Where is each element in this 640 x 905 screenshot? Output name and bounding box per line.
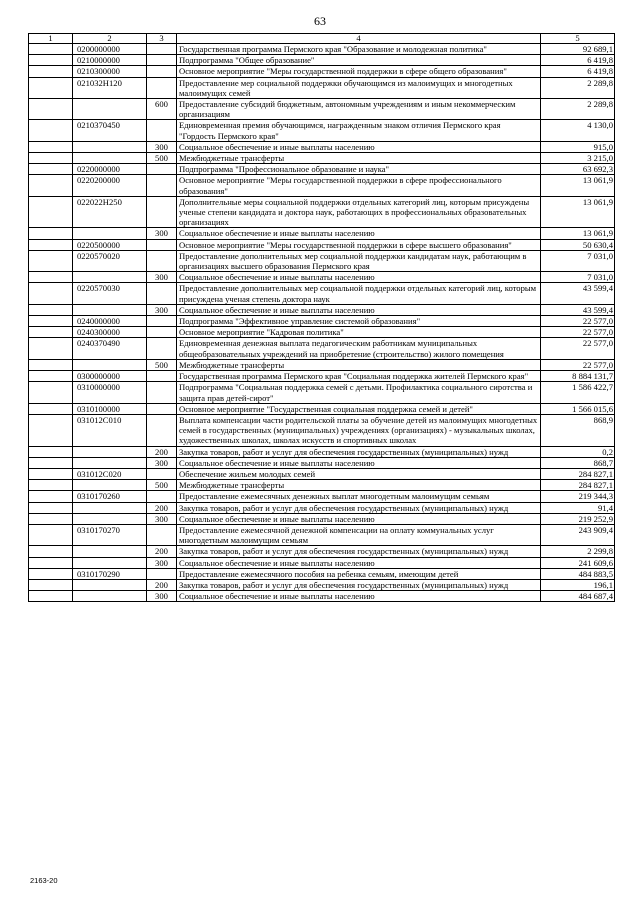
expense-type-cell xyxy=(147,338,177,359)
expense-type-cell: 300 xyxy=(147,513,177,524)
table-row xyxy=(29,414,615,446)
amount-cell: 13 061,9 xyxy=(541,228,615,239)
expense-type-cell: 300 xyxy=(147,304,177,315)
table-row xyxy=(29,44,615,55)
description-cell: Основное мероприятие "Меры государственной поддержки в сфере общего образования" xyxy=(177,66,541,77)
section-cell xyxy=(29,250,73,271)
description-cell: Единовременная денежная выплата педагогическим работникам муниципальных общеобразовательных учреждений на приобретение (строительство) жилого помещения xyxy=(177,338,541,359)
column-header: 2 xyxy=(73,34,147,44)
expense-type-cell: 600 xyxy=(147,99,177,120)
expense-type-cell xyxy=(147,414,177,446)
table-row xyxy=(29,568,615,579)
table-row xyxy=(29,99,615,120)
target-article-cell: 0210300000 xyxy=(73,66,147,77)
table-row xyxy=(29,513,615,524)
target-article-cell xyxy=(73,502,147,513)
table-row xyxy=(29,446,615,457)
expense-type-cell xyxy=(147,403,177,414)
section-cell xyxy=(29,99,73,120)
target-article-cell: 0220570020 xyxy=(73,250,147,271)
section-cell xyxy=(29,283,73,304)
expense-type-cell: 200 xyxy=(147,446,177,457)
description-cell: Предоставление дополнительных мер социальной поддержки кандидатам наук, работающим в организациях высшего образования Пермского края xyxy=(177,250,541,271)
expense-type-cell xyxy=(147,491,177,502)
amount-cell: 8 884 131,7 xyxy=(541,371,615,382)
amount-cell: 0,2 xyxy=(541,446,615,457)
table-row xyxy=(29,283,615,304)
description-cell: Социальное обеспечение и иные выплаты населению xyxy=(177,141,541,152)
description-cell: Социальное обеспечение и иные выплаты населению xyxy=(177,228,541,239)
target-article-cell: 0240000000 xyxy=(73,316,147,327)
expense-type-cell xyxy=(147,44,177,55)
expense-type-cell xyxy=(147,568,177,579)
description-cell: Единовременная премия обучающимся, награжденным знаком отличия Пермского края "Гордость Пермского края" xyxy=(177,120,541,141)
section-cell xyxy=(29,55,73,66)
amount-cell: 196,1 xyxy=(541,579,615,590)
table-row xyxy=(29,327,615,338)
section-cell xyxy=(29,457,73,468)
description-cell: Основное мероприятие "Меры государственной поддержки в сфере профессионального образования" xyxy=(177,175,541,196)
table-row xyxy=(29,546,615,557)
target-article-cell xyxy=(73,141,147,152)
expense-type-cell: 200 xyxy=(147,579,177,590)
section-cell xyxy=(29,66,73,77)
expense-type-cell xyxy=(147,468,177,479)
table-row xyxy=(29,55,615,66)
target-article-cell: 0310170290 xyxy=(73,568,147,579)
amount-cell: 2 289,8 xyxy=(541,77,615,98)
target-article-cell: 0200000000 xyxy=(73,44,147,55)
table-row xyxy=(29,468,615,479)
description-cell: Социальное обеспечение и иные выплаты населению xyxy=(177,272,541,283)
expense-type-cell xyxy=(147,283,177,304)
expense-type-cell xyxy=(147,55,177,66)
description-cell: Основное мероприятие "Кадровая политика" xyxy=(177,327,541,338)
amount-cell: 22 577,0 xyxy=(541,359,615,370)
section-cell xyxy=(29,480,73,491)
target-article-cell: 0220500000 xyxy=(73,239,147,250)
expense-type-cell xyxy=(147,239,177,250)
amount-cell: 91,4 xyxy=(541,502,615,513)
table-row xyxy=(29,164,615,175)
description-cell: Предоставление ежемесячной денежной компенсации на оплату коммунальных услуг многодетным малоимущим семьям xyxy=(177,524,541,545)
amount-cell: 1 566 015,6 xyxy=(541,403,615,414)
amount-cell: 484 687,4 xyxy=(541,591,615,602)
section-cell xyxy=(29,382,73,403)
amount-cell: 6 419,8 xyxy=(541,66,615,77)
description-cell: Закупка товаров, работ и услуг для обеспечения государственных (муниципальных) нужд xyxy=(177,546,541,557)
description-cell: Предоставление субсидий бюджетным, автономным учреждениям и иным некоммерческим организациям xyxy=(177,99,541,120)
table-row xyxy=(29,153,615,164)
header-row xyxy=(29,34,615,44)
expense-type-cell xyxy=(147,382,177,403)
table-row xyxy=(29,524,615,545)
amount-cell: 6 419,8 xyxy=(541,55,615,66)
section-cell xyxy=(29,546,73,557)
expense-type-cell: 500 xyxy=(147,480,177,491)
amount-cell: 241 609,6 xyxy=(541,557,615,568)
expense-type-cell xyxy=(147,175,177,196)
column-header: 3 xyxy=(147,34,177,44)
expense-type-cell xyxy=(147,164,177,175)
section-cell xyxy=(29,359,73,370)
section-cell xyxy=(29,371,73,382)
section-cell xyxy=(29,513,73,524)
amount-cell: 484 883,5 xyxy=(541,568,615,579)
section-cell xyxy=(29,316,73,327)
table-row xyxy=(29,77,615,98)
target-article-cell: 0210000000 xyxy=(73,55,147,66)
section-cell xyxy=(29,141,73,152)
table-row xyxy=(29,272,615,283)
amount-cell: 7 031,0 xyxy=(541,250,615,271)
section-cell xyxy=(29,403,73,414)
table-row xyxy=(29,359,615,370)
expense-type-cell xyxy=(147,77,177,98)
table-row xyxy=(29,502,615,513)
target-article-cell xyxy=(73,272,147,283)
table-row xyxy=(29,480,615,491)
column-header: 1 xyxy=(29,34,73,44)
target-article-cell xyxy=(73,446,147,457)
amount-cell: 284 827,1 xyxy=(541,468,615,479)
description-cell: Межбюджетные трансферты xyxy=(177,153,541,164)
amount-cell: 915,0 xyxy=(541,141,615,152)
amount-cell: 4 130,0 xyxy=(541,120,615,141)
amount-cell: 3 215,0 xyxy=(541,153,615,164)
amount-cell: 868,7 xyxy=(541,457,615,468)
description-cell: Государственная программа Пермского края "Образование и молодежная политика" xyxy=(177,44,541,55)
amount-cell: 284 827,1 xyxy=(541,480,615,491)
target-article-cell: 022022Н250 xyxy=(73,196,147,228)
section-cell xyxy=(29,272,73,283)
table-row xyxy=(29,557,615,568)
table-body xyxy=(29,44,615,602)
expense-type-cell: 300 xyxy=(147,228,177,239)
target-article-cell xyxy=(73,153,147,164)
target-article-cell: 031012С010 xyxy=(73,414,147,446)
expense-type-cell xyxy=(147,120,177,141)
amount-cell: 50 630,4 xyxy=(541,239,615,250)
amount-cell: 2 299,8 xyxy=(541,546,615,557)
target-article-cell xyxy=(73,480,147,491)
target-article-cell xyxy=(73,546,147,557)
section-cell xyxy=(29,568,73,579)
description-cell: Социальное обеспечение и иные выплаты населению xyxy=(177,457,541,468)
description-cell: Предоставление ежемесячных денежных выплат многодетным малоимущим семьям xyxy=(177,491,541,502)
expense-type-cell: 500 xyxy=(147,153,177,164)
section-cell xyxy=(29,153,73,164)
description-cell: Государственная программа Пермского края "Социальная поддержка жителей Пермского края" xyxy=(177,371,541,382)
expense-type-cell: 500 xyxy=(147,359,177,370)
target-article-cell: 021032Н120 xyxy=(73,77,147,98)
section-cell xyxy=(29,228,73,239)
target-article-cell xyxy=(73,304,147,315)
section-cell xyxy=(29,327,73,338)
amount-cell: 92 689,1 xyxy=(541,44,615,55)
table-row xyxy=(29,196,615,228)
description-cell: Закупка товаров, работ и услуг для обеспечения государственных (муниципальных) нужд xyxy=(177,446,541,457)
amount-cell: 243 909,4 xyxy=(541,524,615,545)
page-number: 63 xyxy=(314,14,326,28)
amount-cell: 219 252,9 xyxy=(541,513,615,524)
target-article-cell: 0210370450 xyxy=(73,120,147,141)
target-article-cell: 0310100000 xyxy=(73,403,147,414)
amount-cell: 22 577,0 xyxy=(541,338,615,359)
section-cell xyxy=(29,120,73,141)
document-code: 2163-20 xyxy=(30,876,58,885)
description-cell: Социальное обеспечение и иные выплаты населению xyxy=(177,513,541,524)
section-cell xyxy=(29,524,73,545)
table-row xyxy=(29,175,615,196)
table-row xyxy=(29,457,615,468)
table-row xyxy=(29,579,615,590)
section-cell xyxy=(29,591,73,602)
description-cell: Социальное обеспечение и иные выплаты населению xyxy=(177,304,541,315)
table-row xyxy=(29,141,615,152)
target-article-cell xyxy=(73,579,147,590)
expense-type-cell xyxy=(147,524,177,545)
amount-cell: 13 061,9 xyxy=(541,196,615,228)
expense-type-cell xyxy=(147,316,177,327)
expense-type-cell: 300 xyxy=(147,141,177,152)
section-cell xyxy=(29,579,73,590)
expense-type-cell: 300 xyxy=(147,457,177,468)
table-row xyxy=(29,120,615,141)
target-article-cell: 031012С020 xyxy=(73,468,147,479)
expense-type-cell: 200 xyxy=(147,546,177,557)
description-cell: Межбюджетные трансферты xyxy=(177,480,541,491)
amount-cell: 22 577,0 xyxy=(541,316,615,327)
target-article-cell xyxy=(73,457,147,468)
description-cell: Предоставление дополнительных мер социальной поддержки отдельных категорий лиц, которым присуждена ученая степень доктора наук xyxy=(177,283,541,304)
section-cell xyxy=(29,304,73,315)
amount-cell: 219 344,3 xyxy=(541,491,615,502)
target-article-cell xyxy=(73,513,147,524)
budget-table xyxy=(28,33,615,602)
section-cell xyxy=(29,468,73,479)
section-cell xyxy=(29,44,73,55)
section-cell xyxy=(29,175,73,196)
description-cell: Закупка товаров, работ и услуг для обеспечения государственных (муниципальных) нужд xyxy=(177,502,541,513)
expense-type-cell xyxy=(147,371,177,382)
description-cell: Межбюджетные трансферты xyxy=(177,359,541,370)
expense-type-cell xyxy=(147,327,177,338)
section-cell xyxy=(29,77,73,98)
table-row xyxy=(29,316,615,327)
target-article-cell: 0240300000 xyxy=(73,327,147,338)
expense-type-cell xyxy=(147,196,177,228)
expense-type-cell xyxy=(147,250,177,271)
table-row xyxy=(29,250,615,271)
section-cell xyxy=(29,502,73,513)
table-row xyxy=(29,239,615,250)
target-article-cell: 0300000000 xyxy=(73,371,147,382)
expense-type-cell: 200 xyxy=(147,502,177,513)
description-cell: Подпрограмма "Профессиональное образование и наука" xyxy=(177,164,541,175)
section-cell xyxy=(29,414,73,446)
table-row xyxy=(29,66,615,77)
column-header: 4 xyxy=(177,34,541,44)
target-article-cell xyxy=(73,359,147,370)
expense-type-cell: 300 xyxy=(147,591,177,602)
description-cell: Подпрограмма "Социальная поддержка семей с детьми. Профилактика социального сиротства и защита прав детей-сирот" xyxy=(177,382,541,403)
amount-cell: 63 692,3 xyxy=(541,164,615,175)
amount-cell: 1 586 422,7 xyxy=(541,382,615,403)
amount-cell: 43 599,4 xyxy=(541,304,615,315)
description-cell: Предоставление ежемесячного пособия на ребенка семьям, имеющим детей xyxy=(177,568,541,579)
table-row xyxy=(29,491,615,502)
description-cell: Социальное обеспечение и иные выплаты населению xyxy=(177,591,541,602)
target-article-cell xyxy=(73,591,147,602)
expense-type-cell: 300 xyxy=(147,557,177,568)
section-cell xyxy=(29,491,73,502)
table-row xyxy=(29,591,615,602)
description-cell: Предоставление мер социальной поддержки обучающимся из малоимущих и многодетных малоимущих семей xyxy=(177,77,541,98)
table-row xyxy=(29,403,615,414)
section-cell xyxy=(29,196,73,228)
amount-cell: 13 061,9 xyxy=(541,175,615,196)
target-article-cell: 0220000000 xyxy=(73,164,147,175)
expense-type-cell xyxy=(147,66,177,77)
description-cell: Подпрограмма "Общее образование" xyxy=(177,55,541,66)
description-cell: Основное мероприятие "Меры государственной поддержки в сфере высшего образования" xyxy=(177,239,541,250)
description-cell: Подпрограмма "Эффективное управление системой образования" xyxy=(177,316,541,327)
target-article-cell: 0310170270 xyxy=(73,524,147,545)
target-article-cell xyxy=(73,228,147,239)
description-cell: Выплата компенсации части родительской платы за обучение детей из малоимущих многодетных семей в государственных (муниципальных) учреждениях (организациях) - музыкальных школах, художественных школах, школах искусств и спортивных школах xyxy=(177,414,541,446)
table-row xyxy=(29,382,615,403)
amount-cell: 22 577,0 xyxy=(541,327,615,338)
section-cell xyxy=(29,557,73,568)
table-row xyxy=(29,371,615,382)
amount-cell: 868,9 xyxy=(541,414,615,446)
description-cell: Социальное обеспечение и иные выплаты населению xyxy=(177,557,541,568)
section-cell xyxy=(29,446,73,457)
target-article-cell: 0310170260 xyxy=(73,491,147,502)
amount-cell: 43 599,4 xyxy=(541,283,615,304)
section-cell xyxy=(29,164,73,175)
description-cell: Основное мероприятие "Государственная социальная поддержка семей и детей" xyxy=(177,403,541,414)
description-cell: Закупка товаров, работ и услуг для обеспечения государственных (муниципальных) нужд xyxy=(177,579,541,590)
target-article-cell xyxy=(73,557,147,568)
amount-cell: 2 289,8 xyxy=(541,99,615,120)
expense-type-cell: 300 xyxy=(147,272,177,283)
target-article-cell: 0220570030 xyxy=(73,283,147,304)
target-article-cell: 0220200000 xyxy=(73,175,147,196)
target-article-cell: 0240370490 xyxy=(73,338,147,359)
amount-cell: 7 031,0 xyxy=(541,272,615,283)
table-row xyxy=(29,338,615,359)
target-article-cell: 0310000000 xyxy=(73,382,147,403)
target-article-cell xyxy=(73,99,147,120)
table-row xyxy=(29,228,615,239)
description-cell: Дополнительные меры социальной поддержки отдельных категорий лиц, которым присуждены ученые степени кандидата и доктора наук, работающих в профессиональных образовательных организациях xyxy=(177,196,541,228)
description-cell: Обеспечение жильем молодых семей xyxy=(177,468,541,479)
section-cell xyxy=(29,239,73,250)
section-cell xyxy=(29,338,73,359)
table-row xyxy=(29,304,615,315)
column-header: 5 xyxy=(541,34,615,44)
